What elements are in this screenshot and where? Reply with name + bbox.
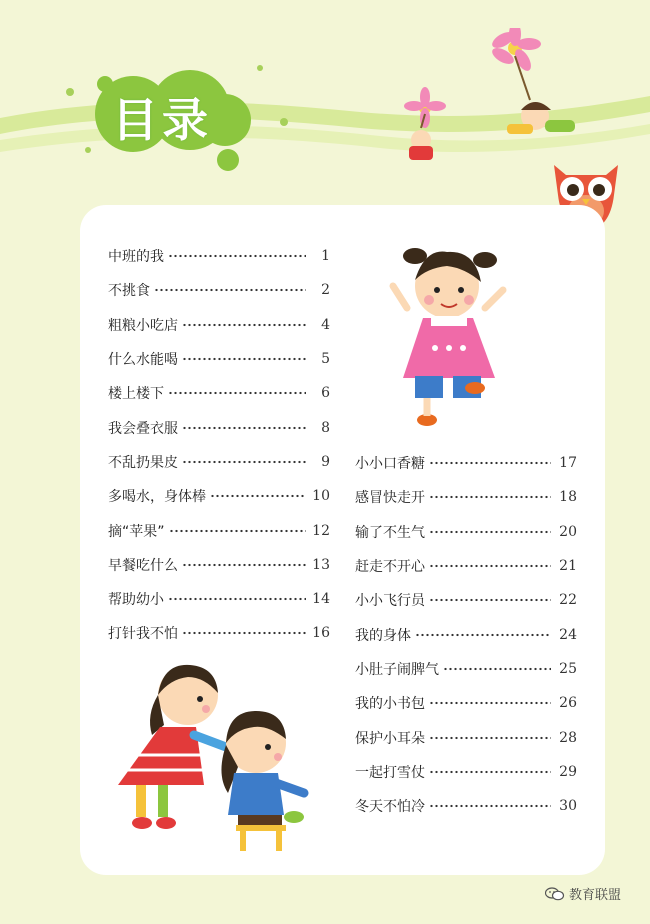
toc-entry[interactable] — [108, 548, 330, 582]
dot-leader — [429, 701, 551, 705]
toc-entry-page: 9 — [321, 453, 330, 470]
toc-right-column — [355, 446, 577, 823]
toc-entry[interactable] — [108, 513, 330, 547]
toc-entry-title: 我会叠衣服 — [108, 420, 178, 437]
toc-entry-title: 不挑食 — [108, 283, 150, 300]
toc-entry-page: 2 — [321, 282, 330, 299]
toc-entry[interactable] — [108, 582, 330, 616]
toc-entry[interactable] — [108, 273, 330, 307]
toc-entry-page: 14 — [312, 591, 330, 608]
toc-entry-page: 1 — [321, 248, 330, 265]
toc-entry-page: 4 — [321, 316, 330, 333]
toc-entry-page: 5 — [321, 351, 330, 368]
toc-entry-title: 摘“苹果” — [108, 523, 165, 540]
toc-entry-title: 一起打雪仗 — [355, 764, 425, 781]
toc-entry[interactable] — [108, 376, 330, 410]
toc-entry[interactable] — [108, 445, 330, 479]
toc-entry-title: 粗粮小吃店 — [108, 317, 178, 334]
flying-child-with-flower-illustration — [395, 28, 595, 168]
dot-leader — [168, 391, 306, 395]
page-title: 目录 — [112, 93, 212, 147]
toc-entry[interactable] — [355, 652, 577, 686]
toc-entry[interactable] — [108, 479, 330, 513]
toc-entry[interactable] — [355, 789, 577, 823]
dot-leader — [154, 288, 306, 292]
toc-entry[interactable] — [355, 755, 577, 789]
toc-entry-title: 冬天不怕冷 — [355, 799, 425, 816]
toc-entry-title: 小肚子闹脾气 — [355, 661, 439, 678]
toc-entry[interactable] — [108, 410, 330, 444]
toc-entry-title: 中班的我 — [108, 249, 164, 266]
toc-entry[interactable] — [355, 617, 577, 651]
toc-entry-page: 18 — [559, 489, 577, 506]
toc-entry-page: 17 — [559, 455, 577, 472]
dot-leader — [429, 804, 551, 808]
toc-entry-page: 12 — [312, 522, 330, 539]
toc-entry-title: 不乱扔果皮 — [108, 454, 178, 471]
toc-entry-title: 小小飞行员 — [355, 593, 425, 610]
toc-entry-title: 打针我不怕 — [108, 626, 178, 643]
dot-leader — [169, 529, 306, 533]
dot-leader — [182, 426, 306, 430]
toc-entry[interactable] — [355, 720, 577, 754]
toc-entry-title: 我的身体 — [355, 627, 411, 644]
dot-leader — [429, 736, 551, 740]
toc-entry[interactable] — [108, 239, 330, 273]
girl-in-pink-dress-illustration — [385, 238, 515, 433]
toc-left-column — [108, 239, 330, 651]
dot-leader — [168, 597, 306, 601]
toc-entry-title: 小小口香糖 — [355, 456, 425, 473]
dot-leader — [429, 461, 551, 465]
toc-entry[interactable] — [355, 446, 577, 480]
toc-entry-page: 8 — [321, 419, 330, 436]
dot-leader — [182, 357, 306, 361]
toc-entry[interactable] — [355, 549, 577, 583]
dot-leader — [429, 770, 551, 774]
toc-entry[interactable] — [108, 616, 330, 650]
toc-entry-title: 楼上楼下 — [108, 386, 164, 403]
toc-entry-page: 24 — [559, 626, 577, 643]
toc-entry-page: 20 — [559, 523, 577, 540]
toc-entry-page: 22 — [559, 592, 577, 609]
toc-entry-title: 赶走不开心 — [355, 559, 425, 576]
toc-entry[interactable] — [108, 342, 330, 376]
toc-entry[interactable] — [355, 686, 577, 720]
dot-leader — [429, 530, 551, 534]
dot-leader — [168, 254, 306, 258]
toc-entry[interactable] — [355, 583, 577, 617]
toc-entry-title: 什么水能喝 — [108, 352, 178, 369]
dot-leader — [182, 563, 306, 567]
toc-entry-page: 30 — [559, 798, 577, 815]
dot-leader — [429, 598, 551, 602]
toc-entry-page: 6 — [321, 385, 330, 402]
dot-leader — [210, 494, 306, 498]
girl-combing-hair-illustration — [108, 655, 323, 855]
dot-leader — [429, 564, 551, 568]
toc-entry-title: 输了不生气 — [355, 524, 425, 541]
toc-entry-page: 21 — [559, 558, 577, 575]
toc-entry-title: 多喝水，身体棒 — [108, 489, 206, 506]
toc-entry[interactable] — [108, 308, 330, 342]
toc-entry-page: 13 — [312, 556, 330, 573]
dot-leader — [182, 323, 306, 327]
dot-leader — [182, 460, 306, 464]
dot-leader — [429, 495, 551, 499]
toc-entry[interactable] — [355, 480, 577, 514]
dot-leader — [443, 667, 551, 671]
toc-entry-page: 25 — [559, 660, 577, 677]
toc-entry-title: 早餐吃什么 — [108, 557, 178, 574]
toc-entry-page: 16 — [312, 625, 330, 642]
toc-entry-page: 28 — [559, 729, 577, 746]
toc-entry-title: 帮助幼小 — [108, 592, 164, 609]
wechat-icon — [545, 887, 565, 901]
toc-entry-title: 感冒快走开 — [355, 490, 425, 507]
dot-leader — [415, 633, 551, 637]
toc-entry-title: 我的小书包 — [355, 696, 425, 713]
toc-entry-page: 10 — [312, 488, 330, 505]
toc-entry[interactable] — [355, 515, 577, 549]
watermark-text: 教育联盟 — [569, 888, 622, 903]
watermark — [545, 884, 621, 903]
toc-entry-page: 29 — [559, 763, 577, 780]
dot-leader — [182, 631, 306, 635]
toc-entry-title: 保护小耳朵 — [355, 730, 425, 747]
toc-entry-page: 26 — [559, 695, 577, 712]
